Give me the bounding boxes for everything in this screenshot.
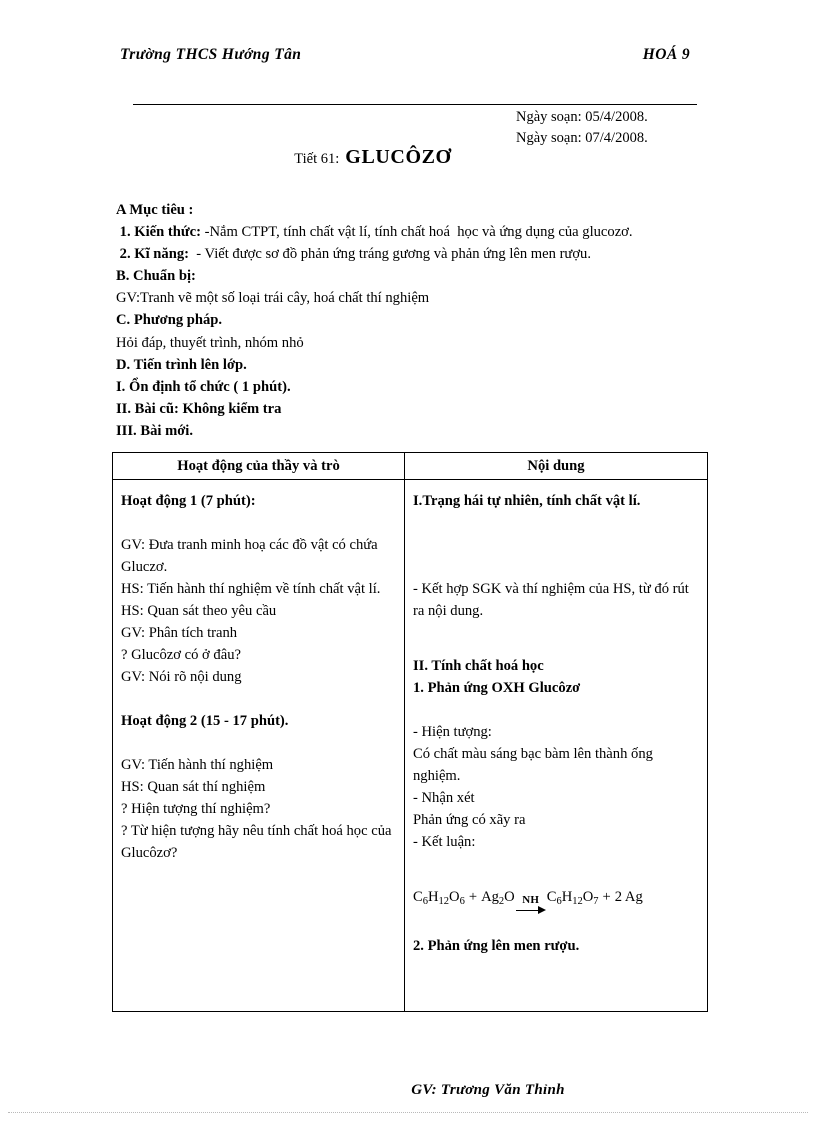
- equation-reactant-glucose: $C_6H_{12}O_6$: [413, 889, 465, 907]
- outline-line-knowledge: 1. Kiến thức: -Nắm CTPT, tính chất vật lí, tính chất hoá học và ứng dụng của glucozơ.: [116, 224, 633, 241]
- outline-line-method-heading: C. Phương pháp.: [116, 312, 223, 329]
- activity-line-gv-explain: GV: Nói rõ nội dung: [121, 669, 242, 685]
- outline-line-objectives-heading: A Mục tiêu :: [116, 202, 194, 218]
- teacher-name: GV: Trương Văn Thỉnh: [411, 1082, 565, 1098]
- outline-line-old-lesson: II. Bài cũ: Không kiểm tra: [116, 400, 282, 417]
- equation-reaction-arrow: [516, 895, 546, 915]
- spacer: [413, 512, 699, 556]
- activity-line-question-chemical-property: ? Từ hiện tượng hãy nêu tính chất hoá học của Glucôzơ?: [121, 823, 392, 861]
- activity-line-hs-observe: HS: Quan sát theo yêu cầu: [121, 603, 277, 619]
- activity-line-question-phenomenon: ? Hiện tượng thí nghiệm?: [121, 801, 271, 817]
- content-line-remark-detail: Phản ứng có xãy ra: [413, 812, 526, 828]
- chemical-equation: [413, 886, 699, 913]
- table-cell-content: [405, 480, 707, 1012]
- outline-line-method-detail: Hỏi đáp, thuyết trình, nhóm nhỏ: [116, 334, 304, 351]
- equation-condition-label: NH: [522, 894, 540, 906]
- document-header: [120, 46, 696, 64]
- activity-line-gv-pictures: GV: Đưa tranh minh hoạ các đồ vật có chứa Gluczơ.: [121, 537, 378, 575]
- outline-line-organization: I. Ổn định tổ chức ( 1 phút).: [116, 378, 291, 395]
- content-subsection-2-heading: 2. Phản ứng lên men rượu.: [413, 938, 580, 954]
- document-footer: [0, 1082, 816, 1099]
- activity-line-hs-experiment: HS: Tiến hành thí nghiệm về tính chất vật lí.: [121, 581, 381, 597]
- date-line-1: Ngày soạn: 05/4/2008.: [516, 109, 648, 125]
- content-line-combine-sgk: - Kết hợp SGK và thí nghiệm của HS, từ đó rút ra nội dung.: [413, 581, 689, 619]
- date-line-2: Ngày soạn: 07/4/2008.: [516, 130, 648, 146]
- spacer: [413, 556, 699, 578]
- activity-1-heading: Hoạt động 1 (7 phút):: [121, 493, 256, 509]
- equation-reactant-silver-oxide: $Ag_2O$: [481, 889, 515, 907]
- table-header-row: [113, 453, 707, 480]
- spacer: [413, 875, 699, 886]
- spacer: [413, 913, 699, 935]
- content-section-2-heading: II. Tính chất hoá học: [413, 658, 544, 674]
- table-cell-activities: [113, 480, 405, 1012]
- lesson-name: GLUCÔZƠ: [345, 146, 452, 168]
- spacer: [413, 644, 699, 655]
- activity-line-hs-watch-experiment: HS: Quan sát thí nghiệm: [121, 779, 266, 795]
- outline-line-preparation-heading: B. Chuẩn bị:: [116, 268, 196, 285]
- table-body-row: [113, 480, 707, 1012]
- content-subsection-1-heading: 1. Phản ứng OXH Glucôzơ: [413, 680, 581, 696]
- arrow-right-icon: [516, 906, 546, 915]
- spacer: [413, 853, 699, 875]
- date-block: [516, 107, 648, 149]
- page-bottom-rule: [8, 1112, 808, 1113]
- outline-line-new-lesson: III. Bài mới.: [116, 422, 194, 439]
- content-line-phenomenon-detail: Có chất màu sáng bạc bàm lên thành ống nghiệm.: [413, 746, 653, 784]
- equation-product-gluconic: $C_6H_{12}O_7$: [546, 889, 599, 907]
- header-divider-rule: [133, 104, 697, 105]
- lesson-activity-table: [112, 452, 708, 1012]
- lesson-number-label: Tiết 61:: [294, 151, 340, 167]
- subject-label: HOÁ 9: [642, 46, 690, 63]
- outline-line-skills: 2. Kĩ năng: - Viết được sơ đồ phản ứng tráng gương và phản ứng lên men rượu.: [116, 246, 592, 263]
- activity-line-gv-analyze: GV: Phân tích tranh: [121, 625, 238, 641]
- content-line-phenomenon-label: - Hiện tượng:: [413, 724, 492, 740]
- school-name: Trường THCS Hướng Tân: [120, 46, 302, 63]
- equation-plus-2: +: [602, 889, 611, 905]
- equation-product-silver: 2 Ag: [614, 889, 643, 905]
- table-header-activities: Hoạt động của thầy và trò: [113, 453, 405, 479]
- activity-line-question-where: ? Glucôzơ có ở đâu?: [121, 647, 241, 663]
- lesson-outline: [116, 199, 706, 442]
- spacer: [413, 699, 699, 721]
- spacer: [121, 688, 396, 710]
- equation-plus-1: +: [468, 889, 478, 905]
- content-line-conclusion-label: - Kết luận:: [413, 834, 476, 850]
- outline-line-procedure-heading: D. Tiến trình lên lớp.: [116, 356, 247, 373]
- activity-line-gv-do-experiment: GV: Tiến hành thí nghiệm: [121, 757, 274, 773]
- content-line-remark-label: - Nhận xét: [413, 790, 475, 806]
- content-section-1-heading: I.Trạng hái tự nhiên, tính chất vật lí.: [413, 493, 641, 509]
- spacer: [413, 622, 699, 644]
- activity-2-heading: Hoạt động 2 (15 - 17 phút).: [121, 713, 289, 729]
- spacer: [121, 732, 396, 754]
- table-header-content: Nội dung: [527, 457, 585, 474]
- lesson-title: [0, 146, 816, 169]
- outline-line-preparation-detail: GV:Tranh vẽ một số loại trái cây, hoá chất thí nghiệm: [116, 290, 430, 307]
- spacer: [121, 512, 396, 534]
